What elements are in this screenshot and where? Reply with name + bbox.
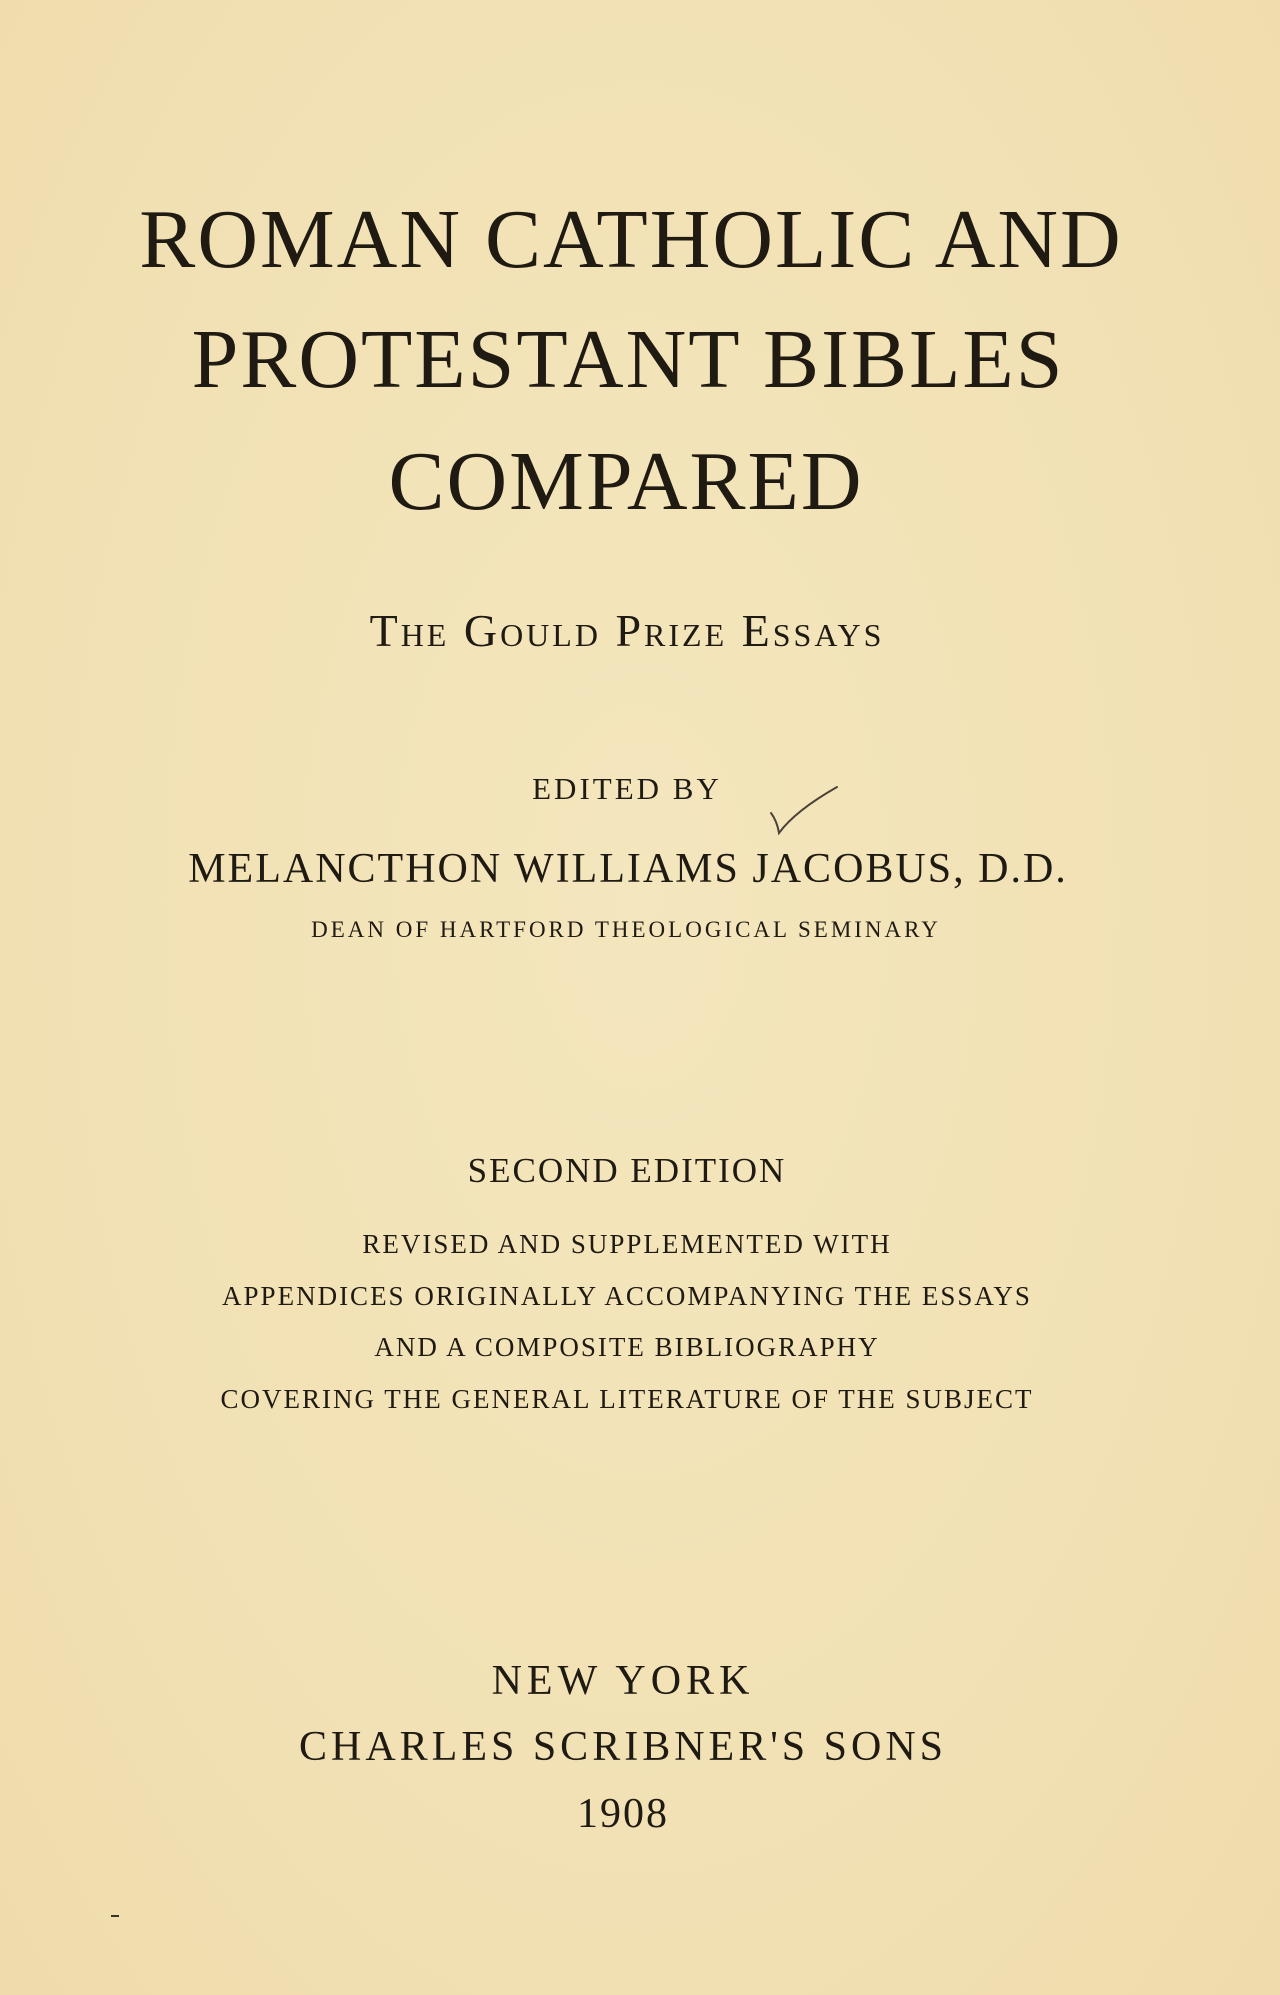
- book-title-line-1: ROMAN CATHOLIC AND: [139, 193, 1123, 286]
- book-subtitle: The Gould Prize Essays: [369, 605, 885, 656]
- edition-note-line: AND A COMPOSITE BIBLIOGRAPHY: [374, 1332, 880, 1362]
- imprint-city: NEW YORK: [491, 1658, 755, 1704]
- edited-by-label: EDITED BY: [532, 771, 722, 806]
- edition-note-line: APPENDICES ORIGINALLY ACCOMPANYING THE ESSAYS: [222, 1281, 1032, 1311]
- edition-label: SECOND EDITION: [467, 1151, 787, 1190]
- imprint-year: 1908: [577, 1791, 669, 1837]
- edition-note-line: COVERING THE GENERAL LITERATURE OF THE SUBJECT: [220, 1384, 1034, 1414]
- editor-position: DEAN OF HARTFORD THEOLOGICAL SEMINARY: [311, 917, 941, 942]
- edition-note-line: REVISED AND SUPPLEMENTED WITH: [362, 1229, 892, 1259]
- pencil-checkmark-icon: [765, 783, 840, 838]
- book-title-line-3: COMPARED: [388, 435, 864, 528]
- imprint-publisher: CHARLES SCRIBNER'S SONS: [298, 1724, 948, 1770]
- stray-mark: [111, 1915, 119, 1917]
- editor-name: MELANCTHON WILLIAMS JACOBUS, D.D.: [188, 846, 1068, 892]
- book-title-line-2: PROTESTANT BIBLES: [191, 313, 1065, 406]
